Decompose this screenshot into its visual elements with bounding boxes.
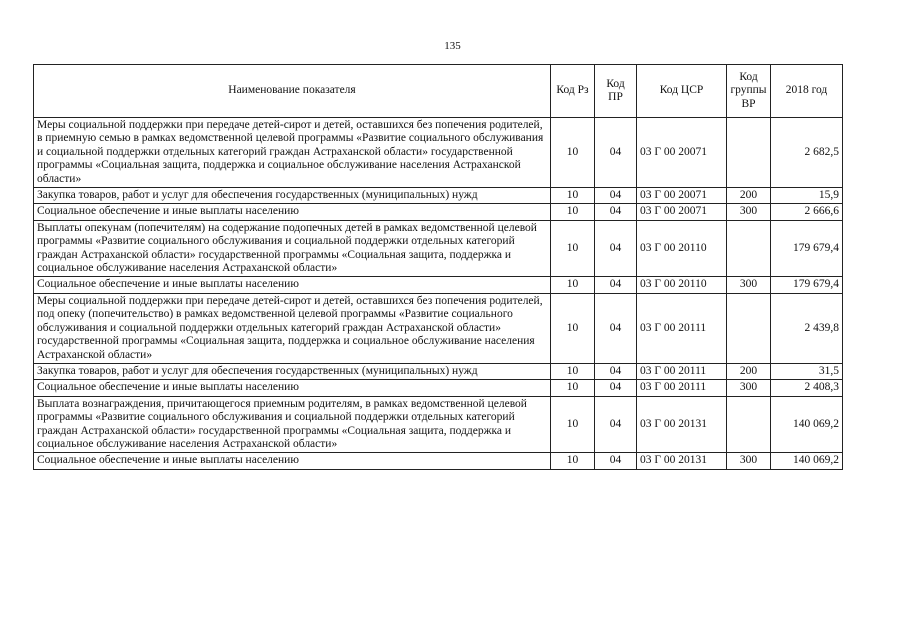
row-vr: 300 <box>727 380 771 396</box>
row-rz: 10 <box>551 453 595 469</box>
header-csr: Код ЦСР <box>637 65 727 118</box>
row-pr: 04 <box>595 204 637 220</box>
row-vr <box>727 220 771 277</box>
row-csr: 03 Г 00 20071 <box>637 204 727 220</box>
row-name: Социальное обеспечение и иные выплаты населению <box>34 204 551 220</box>
row-rz: 10 <box>551 220 595 277</box>
table-row <box>34 220 843 277</box>
table-row <box>34 380 843 396</box>
row-rz: 10 <box>551 396 595 453</box>
row-name: Социальное обеспечение и иные выплаты населению <box>34 453 551 469</box>
row-amount: 140 069,2 <box>771 396 843 453</box>
row-csr: 03 Г 00 20071 <box>637 118 727 188</box>
row-pr: 04 <box>595 293 637 363</box>
table-row <box>34 396 843 453</box>
row-rz: 10 <box>551 293 595 363</box>
row-amount: 2 439,8 <box>771 293 843 363</box>
row-rz: 10 <box>551 380 595 396</box>
page-number: 135 <box>444 40 461 52</box>
header-vr: Код группы ВР <box>727 65 771 118</box>
row-amount: 140 069,2 <box>771 453 843 469</box>
row-amount: 15,9 <box>771 188 843 204</box>
row-name: Выплаты опекунам (попечителям) на содержание подопечных детей в рамках ведомственной целевой программы «Развитие социального обслуживания и социальной поддержки отдельных категорий граждан Астраханской области» государственной программы «Социальная защита, поддержка и социальное обслуживание населения Астраханской области» <box>34 220 551 277</box>
row-pr: 04 <box>595 188 637 204</box>
row-pr: 04 <box>595 453 637 469</box>
row-rz: 10 <box>551 204 595 220</box>
row-csr: 03 Г 00 20131 <box>637 396 727 453</box>
table-row <box>34 204 843 220</box>
row-amount: 179 679,4 <box>771 220 843 277</box>
row-pr: 04 <box>595 220 637 277</box>
row-name: Социальное обеспечение и иные выплаты населению <box>34 380 551 396</box>
row-vr <box>727 396 771 453</box>
table-header-row <box>34 65 843 118</box>
row-pr: 04 <box>595 396 637 453</box>
row-rz: 10 <box>551 188 595 204</box>
row-rz: 10 <box>551 363 595 379</box>
row-csr: 03 Г 00 20111 <box>637 363 727 379</box>
row-pr: 04 <box>595 277 637 293</box>
row-amount: 2 666,6 <box>771 204 843 220</box>
row-csr: 03 Г 00 20131 <box>637 453 727 469</box>
row-rz: 10 <box>551 277 595 293</box>
row-amount: 2 682,5 <box>771 118 843 188</box>
table-row <box>34 188 843 204</box>
row-vr: 200 <box>727 188 771 204</box>
row-pr: 04 <box>595 380 637 396</box>
row-vr: 300 <box>727 453 771 469</box>
header-name: Наименование показателя <box>34 65 551 118</box>
row-name: Закупка товаров, работ и услуг для обеспечения государственных (муниципальных) нужд <box>34 188 551 204</box>
row-name: Меры социальной поддержки при передаче детей-сирот и детей, оставшихся без попечения родителей, под опеку (попечительство) в рамках ведомственной целевой программы «Развитие социального обслуживания и социальной поддержки отдельных категорий граждан Астраханской области» государственной программы «Социальная защита, поддержка и социальное обслуживание населения Астраханской области» <box>34 293 551 363</box>
row-csr: 03 Г 00 20110 <box>637 220 727 277</box>
row-vr: 300 <box>727 204 771 220</box>
row-vr <box>727 118 771 188</box>
row-pr: 04 <box>595 363 637 379</box>
table-row <box>34 363 843 379</box>
row-csr: 03 Г 00 20111 <box>637 380 727 396</box>
table-row <box>34 453 843 469</box>
header-pr: Код ПР <box>595 65 637 118</box>
row-csr: 03 Г 00 20110 <box>637 277 727 293</box>
row-vr <box>727 293 771 363</box>
row-vr: 200 <box>727 363 771 379</box>
table-row <box>34 293 843 363</box>
row-vr: 300 <box>727 277 771 293</box>
budget-table <box>33 64 843 470</box>
row-pr: 04 <box>595 118 637 188</box>
row-amount: 31,5 <box>771 363 843 379</box>
header-rz: Код Рз <box>551 65 595 118</box>
row-amount: 179 679,4 <box>771 277 843 293</box>
row-amount: 2 408,3 <box>771 380 843 396</box>
row-name: Социальное обеспечение и иные выплаты населению <box>34 277 551 293</box>
table-row <box>34 277 843 293</box>
row-csr: 03 Г 00 20111 <box>637 293 727 363</box>
row-name: Закупка товаров, работ и услуг для обеспечения государственных (муниципальных) нужд <box>34 363 551 379</box>
row-csr: 03 Г 00 20071 <box>637 188 727 204</box>
row-rz: 10 <box>551 118 595 188</box>
row-name: Выплата вознаграждения, причитающегося приемным родителям, в рамках ведомственной целевой программы «Развитие социального обслуживания и социальной поддержки отдельных категорий граждан Астраханской области» государственной программы «Социальная защита, поддержка и социальное обслуживание населения Астраханской области» <box>34 396 551 453</box>
table-row <box>34 118 843 188</box>
row-name: Меры социальной поддержки при передаче детей-сирот и детей, оставшихся без попечения родителей, в приемную семью в рамках ведомственной целевой программы «Развитие социального обслуживания и социальной поддержки отдельных категорий граждан Астраханской области» государственной программы «Социальная защита, поддержка и социальное обслуживание населения Астраханской области» <box>34 118 551 188</box>
header-year: 2018 год <box>771 65 843 118</box>
